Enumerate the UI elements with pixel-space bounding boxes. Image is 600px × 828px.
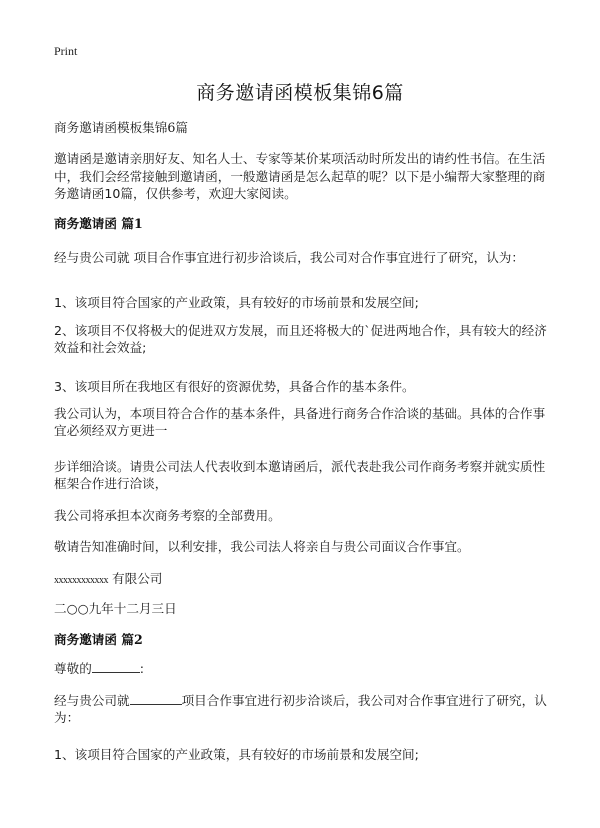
para1-prefix: 经与贵公司就 bbox=[54, 693, 130, 708]
section2-paragraph-1 bbox=[54, 692, 554, 726]
document-subtitle: 商务邀请函模板集锦6篇 bbox=[54, 120, 188, 135]
section1-point-2: 2、该项目不仅将极大的促进双方发展，而且还将极大的`促进两地合作，具有较大的经济效益和社会效益; bbox=[54, 323, 547, 355]
section1-point-1: 1、该项目符合国家的产业政策，具有较好的市场前景和发展空间; bbox=[54, 295, 419, 310]
company-suffix: 有限公司 bbox=[112, 571, 163, 586]
salutation-suffix: : bbox=[139, 661, 145, 676]
company-signature bbox=[54, 570, 554, 589]
section1-paragraph-3: 步详细洽谈。请贵公司法人代表收到本邀请函后，派代表赴我公司作商务考察并就实质性框架合作进行洽谈， bbox=[54, 459, 546, 491]
project-blank bbox=[130, 692, 182, 705]
section2-point-1: 1、该项目符合国家的产业政策，具有较好的市场前景和发展空间; bbox=[54, 747, 419, 762]
section1-paragraph-4: 我公司将承担本次商务考察的全部费用。 bbox=[54, 508, 281, 523]
document-title: 商务邀请函模板集锦6篇 bbox=[196, 82, 404, 104]
salutation-prefix: 尊敬的 bbox=[54, 661, 92, 676]
signature-date: 二○○九年十二月三日 bbox=[54, 601, 177, 616]
section1-point-3: 3、该项目所在我地区有很好的资源优势，具备合作的基本条件。 bbox=[54, 379, 415, 394]
para1-suffix: 项目合作事宜进行初步洽谈后，我公司对合作事宜进行了研究，认为： bbox=[54, 693, 547, 725]
section1-heading: 商务邀请函 篇1 bbox=[54, 216, 143, 231]
section1-paragraph-2: 我公司认为，本项目符合合作的基本条件，具备进行商务合作洽谈的基础。具体的合作事宜必须经双方更进一 bbox=[54, 406, 546, 438]
print-label: Print bbox=[54, 44, 78, 58]
section2-heading: 商务邀请函 篇2 bbox=[54, 632, 143, 647]
section1-paragraph-1: 经与贵公司就 项目合作事宜进行初步洽谈后，我公司对合作事宜进行了研究，认为： bbox=[54, 250, 524, 265]
section2-salutation bbox=[54, 660, 554, 677]
intro-paragraph: 邀请函是邀请亲朋好友、知名人士、专家等某价某项活动时所发出的请约性书信。在生活中，我们会经常接触到邀请函，一般邀请函是怎么起草的呢？以下是小编帮大家整理的商务邀请函10篇，仅供参考，欢迎大家阅读。 bbox=[54, 151, 546, 201]
company-name-placeholder: xxxxxxxxxxxx bbox=[54, 575, 108, 586]
recipient-blank bbox=[92, 660, 140, 673]
section1-paragraph-5: 敬请告知准确时间，以利安排，我公司法人将亲自与贵公司面议合作事宜。 bbox=[54, 539, 470, 554]
